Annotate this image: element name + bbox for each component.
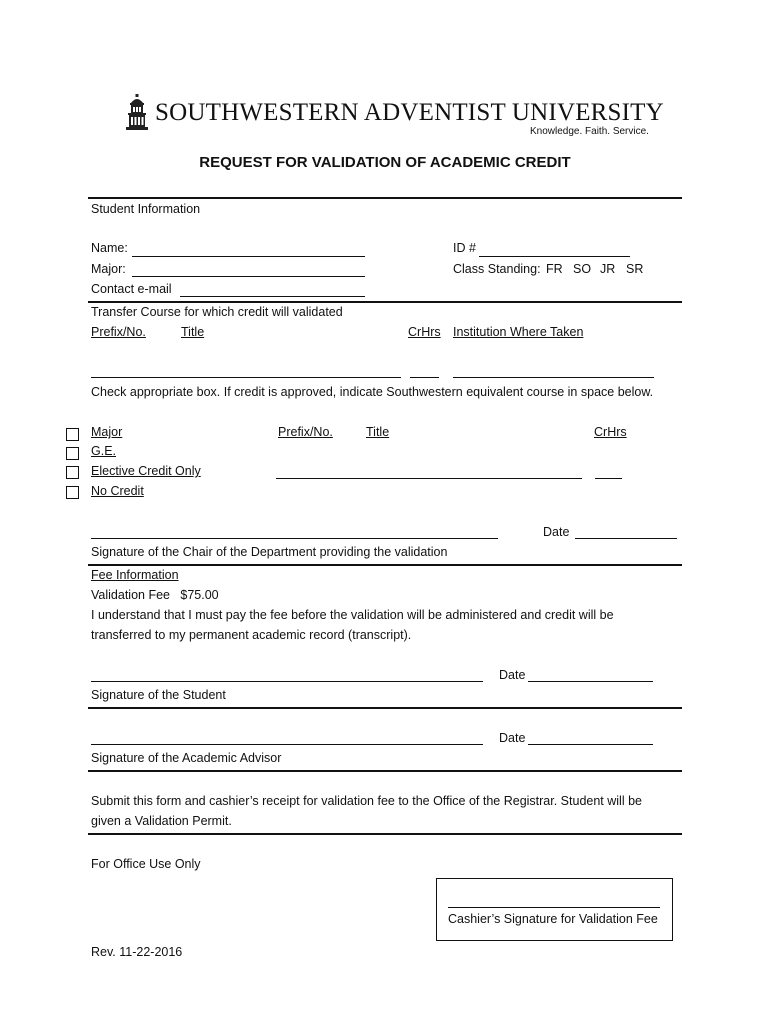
submit-instruction-line2: given a Validation Permit.	[91, 814, 232, 828]
check-instruction: Check appropriate box. If credit is approved, indicate Southwestern equivalent course in space below.	[91, 385, 654, 399]
email-label: Contact e-mail	[91, 282, 172, 296]
university-motto: Knowledge. Faith. Service.	[530, 126, 649, 137]
transfer-crhrs-field[interactable]	[410, 377, 439, 378]
student-signature-field[interactable]	[91, 681, 483, 682]
option-elective-label: Elective Credit Only	[91, 464, 201, 478]
cashier-signature-field[interactable]	[448, 907, 660, 908]
fee-statement-line1: I understand that I must pay the fee before the validation will be administered and credit will be	[91, 608, 614, 622]
equiv-crhrs-field[interactable]	[595, 478, 622, 479]
advisor-date-label: Date	[499, 731, 526, 745]
class-option-so[interactable]: SO	[573, 262, 592, 276]
section-divider	[88, 301, 682, 303]
advisor-signature-caption: Signature of the Academic Advisor	[91, 751, 282, 765]
form-title: REQUEST FOR VALIDATION OF ACADEMIC CREDIT	[199, 154, 571, 171]
section-divider	[88, 707, 682, 709]
equiv-col-title: Title	[366, 425, 390, 439]
no-credit-checkbox[interactable]	[66, 486, 79, 499]
submit-instruction-line1: Submit this form and cashier’s receipt for validation fee to the Office of the Registrar. Student will be	[91, 794, 642, 808]
email-field[interactable]	[180, 296, 365, 297]
fee-info-heading: Fee Information	[91, 568, 179, 582]
office-use-label: For Office Use Only	[91, 857, 201, 871]
class-option-fr[interactable]: FR	[546, 262, 563, 276]
transfer-col-prefix: Prefix/No.	[91, 325, 146, 339]
id-field[interactable]	[479, 256, 630, 257]
name-label: Name:	[91, 241, 128, 255]
major-checkbox[interactable]	[66, 428, 79, 441]
equiv-col-crhrs: CrHrs	[594, 425, 627, 439]
name-field[interactable]	[132, 256, 365, 257]
student-date-field[interactable]	[528, 681, 653, 682]
advisor-signature-field[interactable]	[91, 744, 483, 745]
option-major-label: Major	[91, 425, 123, 439]
elective-credit-checkbox[interactable]	[66, 466, 79, 479]
equiv-col-prefix: Prefix/No.	[278, 425, 333, 439]
section-divider	[88, 197, 682, 199]
section-divider	[88, 770, 682, 772]
transfer-course-label: Transfer Course for which credit will validated	[91, 305, 343, 319]
major-field[interactable]	[132, 276, 365, 277]
transfer-col-crhrs: CrHrs	[408, 325, 441, 339]
transfer-col-title: Title	[181, 325, 205, 339]
advisor-date-field[interactable]	[528, 744, 653, 745]
revision-date: Rev. 11-22-2016	[91, 945, 183, 959]
transfer-col-institution: Institution Where Taken	[453, 325, 584, 339]
major-label: Major:	[91, 262, 126, 276]
office-use-box	[436, 878, 673, 941]
chair-signature-field[interactable]	[91, 538, 498, 539]
university-name: SOUTHWESTERN ADVENTIST UNIVERSITY	[155, 99, 664, 126]
equiv-course-field[interactable]	[276, 478, 582, 479]
chair-signature-caption: Signature of the Chair of the Department providing the validation	[91, 545, 448, 559]
id-label: ID #	[453, 241, 476, 255]
option-no-credit-label: No Credit	[91, 484, 144, 498]
transfer-institution-field[interactable]	[453, 377, 654, 378]
class-standing-label: Class Standing:	[453, 262, 541, 276]
fee-statement-line2: transferred to my permanent academic record (transcript).	[91, 628, 412, 642]
section-divider	[88, 833, 682, 835]
section-divider	[88, 564, 682, 566]
cashier-signature-caption: Cashier’s Signature for Validation Fee	[448, 912, 658, 926]
chair-date-label: Date	[543, 525, 570, 539]
option-ge-label: G.E.	[91, 444, 117, 458]
ge-checkbox[interactable]	[66, 447, 79, 460]
validation-fee-line: Validation Fee $75.00	[91, 588, 219, 602]
student-date-label: Date	[499, 668, 526, 682]
student-info-heading: Student Information	[91, 202, 201, 216]
class-option-sr[interactable]: SR	[626, 262, 644, 276]
chair-date-field[interactable]	[575, 538, 677, 539]
transfer-course-field[interactable]	[91, 377, 401, 378]
student-signature-caption: Signature of the Student	[91, 688, 226, 702]
university-tower-logo-icon	[126, 94, 148, 130]
class-option-jr[interactable]: JR	[600, 262, 616, 276]
